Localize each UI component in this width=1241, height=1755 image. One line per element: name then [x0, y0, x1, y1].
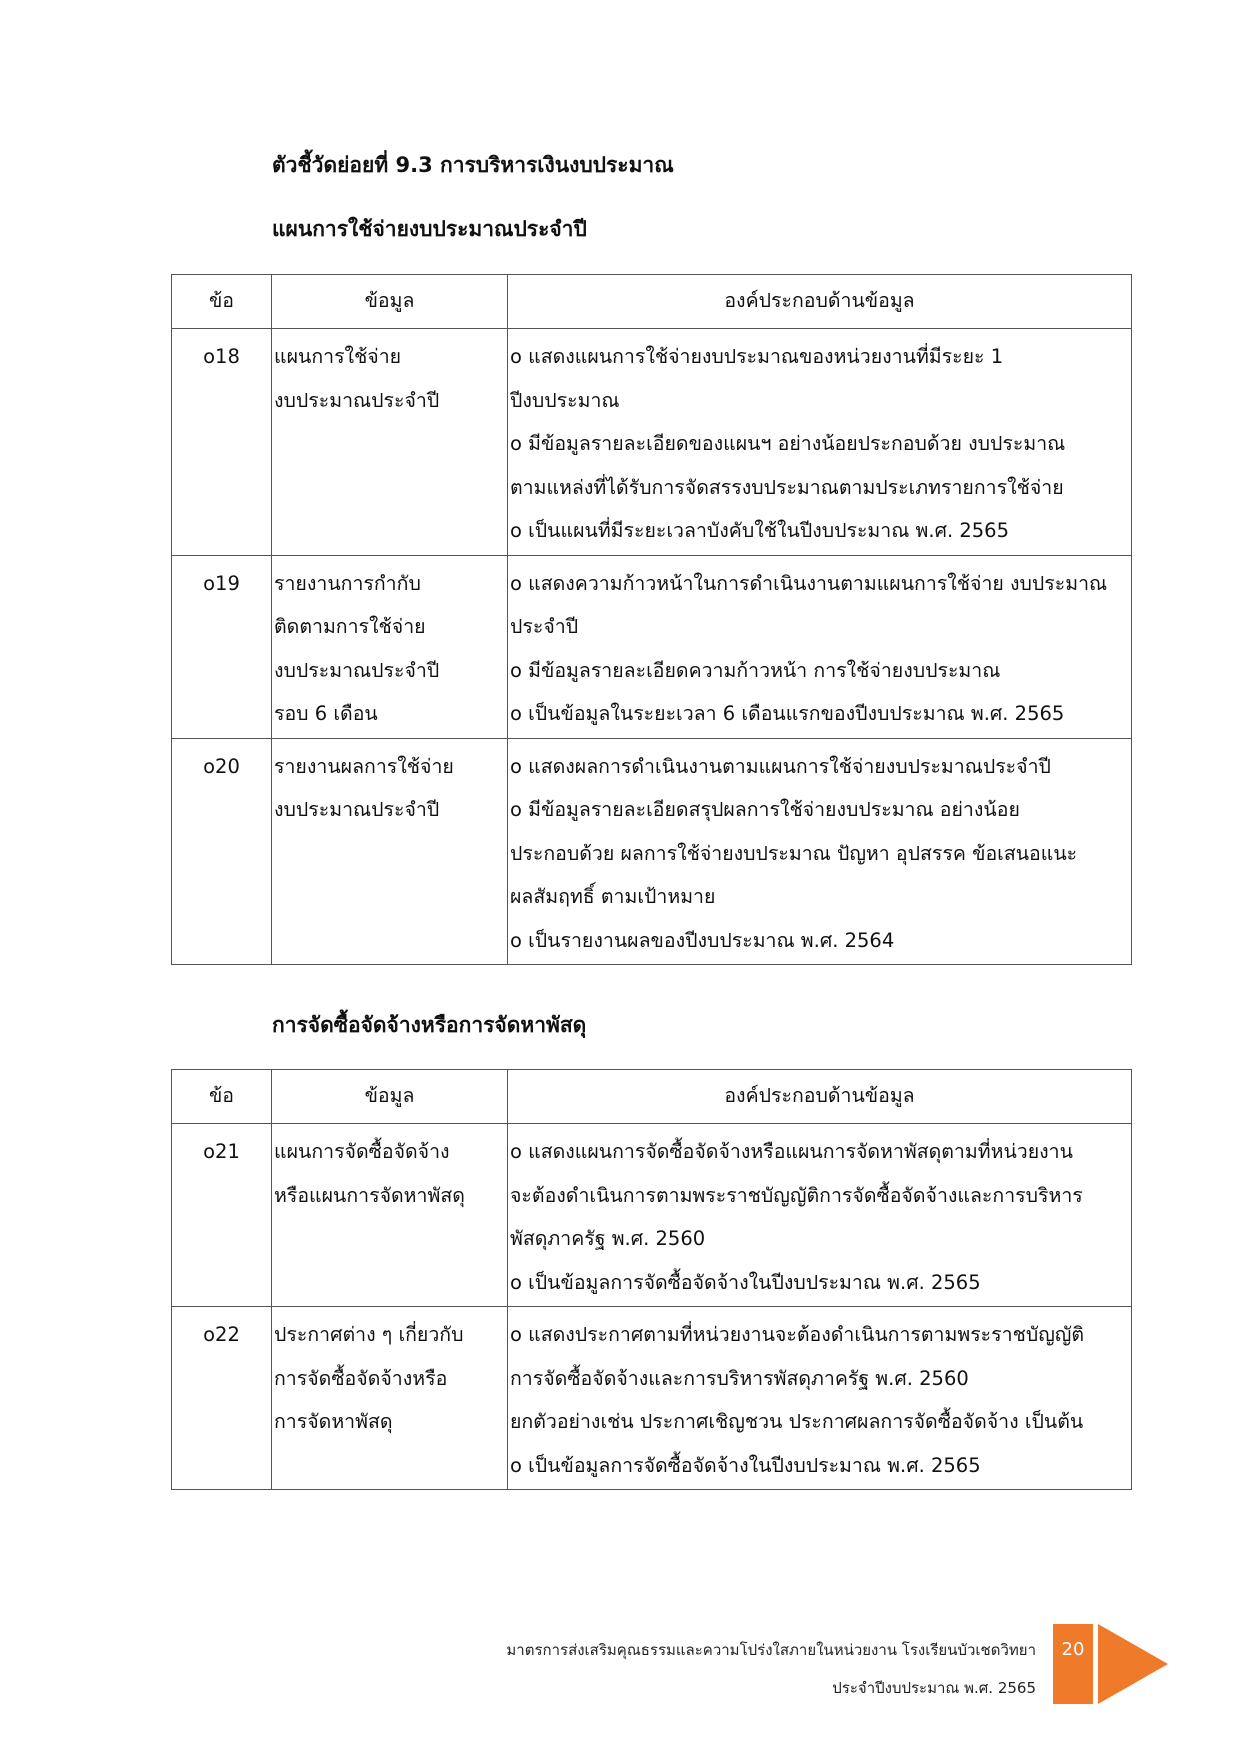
- row-info-line: งบประมาณประจำปี: [274, 798, 440, 821]
- row-info-line: รายงานผลการใช้จ่าย: [274, 754, 454, 778]
- row-info-line: แผนการจัดซื้อจัดจ้าง: [274, 1140, 450, 1163]
- row-info-line: แผนการใช้จ่าย: [274, 345, 402, 368]
- row-info-line: การจัดซื้อจัดจ้างหรือ: [274, 1366, 448, 1390]
- row-detail-line: ผลสัมฤทธิ์ ตามเป้าหมาย: [510, 885, 716, 908]
- footer-line-2: ประจำปีงบประมาณ พ.ศ. 2565: [832, 1679, 1036, 1697]
- row-detail-line: o มีข้อมูลรายละเอียดสรุปผลการใช้จ่ายงบประมาณ อย่างน้อย: [510, 798, 1020, 821]
- row-info-line: การจัดหาพัสดุ: [274, 1410, 393, 1433]
- header-detail: องค์ประกอบด้านข้อมูล: [508, 275, 1132, 329]
- row-detail-line: o เป็นรายงานผลของปีงบประมาณ พ.ศ. 2564: [510, 928, 895, 952]
- row-detail-line: การจัดซื้อจัดจ้างและการบริหารพัสดุภาครัฐ พ.ศ. 2560: [510, 1366, 969, 1390]
- header-info: ข้อมูล: [272, 275, 508, 329]
- row-detail-line: o แสดงความก้าวหน้าในการดำเนินงานตามแผนการใช้จ่าย งบประมาณ: [510, 571, 1108, 595]
- row-number: o22: [203, 1323, 240, 1346]
- header-no: ข้อ: [172, 275, 272, 329]
- row-info-line: ติดตามการใช้จ่าย: [274, 615, 426, 638]
- row-detail-line: ปีงบประมาณ: [510, 388, 620, 412]
- row-detail-line: o มีข้อมูลรายละเอียดของแผนฯ อย่างน้อยประกอบด้วย งบประมาณ: [510, 432, 1066, 455]
- row-detail-line: o มีข้อมูลรายละเอียดความก้าวหน้า การใช้จ่ายงบประมาณ: [510, 658, 1001, 682]
- row-info-line: งบประมาณประจำปี: [274, 388, 440, 412]
- table-row: [172, 1307, 1132, 1490]
- page-arrow-icon: [1098, 1624, 1168, 1704]
- section-subtitle-procurement: การจัดซื้อจัดจ้างหรือการจัดหาพัสดุ: [272, 1013, 587, 1037]
- table-row: [172, 555, 1132, 738]
- row-detail-line: ประกอบด้วย ผลการใช้จ่ายงบประมาณ ปัญหา อุปสรรค ข้อเสนอแนะ: [510, 841, 1078, 865]
- table-header-row: [172, 275, 1132, 329]
- procurement-table: [171, 1069, 1132, 1490]
- row-number: o20: [203, 754, 240, 778]
- row-detail-line: ประจำปี: [510, 615, 579, 638]
- row-detail-line: o แสดงแผนการใช้จ่ายงบประมาณของหน่วยงานที่มีระยะ 1: [510, 345, 1004, 368]
- row-number: o19: [203, 571, 240, 595]
- row-number: o18: [203, 345, 240, 368]
- budget-plan-table: [171, 274, 1132, 965]
- row-detail-line: o เป็นข้อมูลในระยะเวลา 6 เดือนแรกของปีงบประมาณ พ.ศ. 2565: [510, 702, 1065, 725]
- row-detail-line: ยกตัวอย่างเช่น ประกาศเชิญชวน ประกาศผลการจัดซื้อจัดจ้าง เป็นต้น: [510, 1410, 1084, 1433]
- row-detail-line: o แสดงประกาศตามที่หน่วยงานจะต้องดำเนินการตามพระราชบัญญัติ: [510, 1323, 1085, 1346]
- row-detail-line: o เป็นข้อมูลการจัดซื้อจัดจ้างในปีงบประมาณ พ.ศ. 2565: [510, 1270, 981, 1294]
- row-detail-line: ตามแหล่งที่ได้รับการจัดสรรงบประมาณตามประเภทรายการใช้จ่าย: [510, 475, 1064, 499]
- header-detail: องค์ประกอบด้านข้อมูล: [508, 1070, 1132, 1124]
- page-number: 20: [1053, 1624, 1093, 1704]
- header-no: ข้อ: [172, 1070, 272, 1124]
- row-info-line: ประกาศต่าง ๆ เกี่ยวกับ: [274, 1323, 464, 1346]
- row-detail-line: o แสดงผลการดำเนินงานตามแผนการใช้จ่ายงบประมาณประจำปี: [510, 754, 1051, 778]
- section-subtitle-budget-plan: แผนการใช้จ่ายงบประมาณประจำปี: [272, 217, 587, 241]
- table-row: [172, 329, 1132, 556]
- table-header-row: [172, 1070, 1132, 1124]
- row-info-line: หรือแผนการจัดหาพัสดุ: [274, 1183, 465, 1207]
- row-number: o21: [203, 1140, 240, 1163]
- row-detail-line: จะต้องดำเนินการตามพระราชบัญญัติการจัดซื้อจัดจ้างและการบริหาร: [510, 1183, 1083, 1207]
- table-row: [172, 1124, 1132, 1307]
- row-detail-line: พัสดุภาครัฐ พ.ศ. 2560: [510, 1227, 706, 1250]
- row-info-line: รายงานการกำกับ: [274, 571, 421, 595]
- footer-line-1: มาตรการส่งเสริมคุณธรรมและความโปร่งใสภายในหน่วยงาน โรงเรียนบัวเชดวิทยา: [506, 1641, 1036, 1659]
- row-detail-line: o เป็นแผนที่มีระยะเวลาบังคับใช้ในปีงบประมาณ พ.ศ. 2565: [510, 519, 1009, 542]
- section-title: ตัวชี้วัดย่อยที่ 9.3 การบริหารเงินงบประมาณ: [272, 153, 674, 177]
- table-row: [172, 738, 1132, 965]
- row-detail-line: o เป็นข้อมูลการจัดซื้อจัดจ้างในปีงบประมาณ พ.ศ. 2565: [510, 1453, 981, 1477]
- row-info-line: งบประมาณประจำปี: [274, 658, 440, 682]
- row-detail-line: o แสดงแผนการจัดซื้อจัดจ้างหรือแผนการจัดหาพัสดุตามที่หน่วยงาน: [510, 1140, 1073, 1163]
- row-info-line: รอบ 6 เดือน: [274, 702, 378, 725]
- header-info: ข้อมูล: [272, 1070, 508, 1124]
